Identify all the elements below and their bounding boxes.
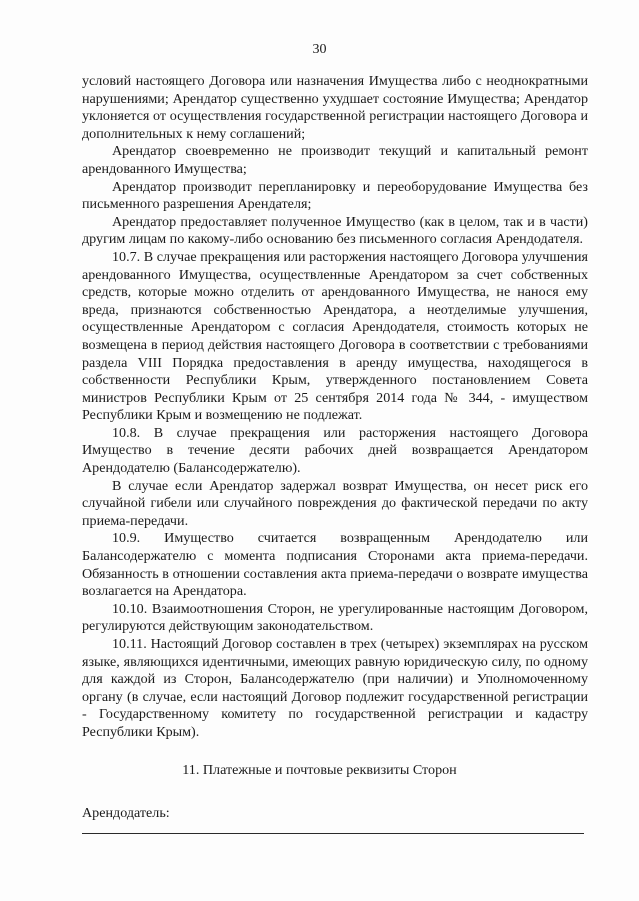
paragraph-replanning: Арендатор производит перепланировку и переоборудование Имущества без письменного разрешения Арендателя; [82, 178, 588, 213]
page-number: 30 [312, 42, 327, 57]
section-heading-payment-details: 11. Платежные и почтовые реквизиты Сторон [182, 762, 457, 778]
landlord-label: Арендодатель: [82, 805, 170, 821]
clause-10-7: 10.7. В случае прекращения или расторжения настоящего Договора улучшения арендованного Имущества, осуществленные Арендатором за счет собственных средств, которые можно отделить от арендованного Имущества, не нанося ему вреда, признаются собственностью Арендатора, а неотделимые улучшения, осуществленные Арендатором с согласия Арендодателя, стоимость которых не возмещена в период действия настоящего Договора в соответствии с требованиями раздела VIII Порядка предоставления в аренду имущества, находящегося в собственности Республики Крым, утвержденного постановлением Совета министров Республики Крым от 25 сентября 2014 года № 344, - имуществом Республики Крым и возмещению не подлежат. [82, 248, 588, 424]
paragraph-sublease: Арендатор предоставляет полученное Имущество (как в целом, так и в части) другим лицам по какому-либо основанию без письменного согласия Арендодателя. [82, 213, 588, 248]
clause-10-9: 10.9. Имущество считается возвращенным Арендодателю или Балансодержателю с момента подписания Сторонами акта приема-передачи. Обязанность в отношении составления акта приема-передачи о возврате имущества возлагается на Арендатора. [82, 530, 588, 600]
clause-10-8: 10.8. В случае прекращения или расторжения настоящего Договора Имущество в течение десяти рабочих дней возвращается Арендатором Арендодателю (Балансодержателю). [82, 424, 588, 477]
document-body [82, 73, 588, 742]
clause-10-10: 10.10. Взаимоотношения Сторон, не урегулированные настоящим Договором, регулируются действующим законодательством. [82, 600, 588, 635]
paragraph-repair-obligation: Арендатор своевременно не производит текущий и капитальный ремонт арендованного Имущества; [82, 143, 588, 177]
signature-line [82, 833, 584, 834]
clause-10-11: 10.11. Настоящий Договор составлен в трех (четырех) экземплярах на русском языке, являющихся идентичными, имеющих равную юридическую силу, по одному для каждой из Сторон, Балансодержателю (при наличии) и Уполномоченному органу (в случае, если настоящий Договор подлежит государственной регистрации - Государственному комитету по государственной регистрации и кадастру Республики Крым). [82, 636, 588, 740]
paragraph-termination-conditions-continued: условий настоящего Договора или назначения Имущества либо с неоднократными нарушениями; Арендатор существенно ухудшает состояние Имущества; Арендатор уклоняется от осуществления государственной регистрации настоящего Договора и дополнительных к нему соглашений; [82, 73, 588, 142]
paragraph-return-delay-risk: В случае если Арендатор задержал возврат Имущества, он несет риск его случайной гибели или случайного повреждения до фактической передачи по акту приема-передачи. [82, 477, 588, 529]
